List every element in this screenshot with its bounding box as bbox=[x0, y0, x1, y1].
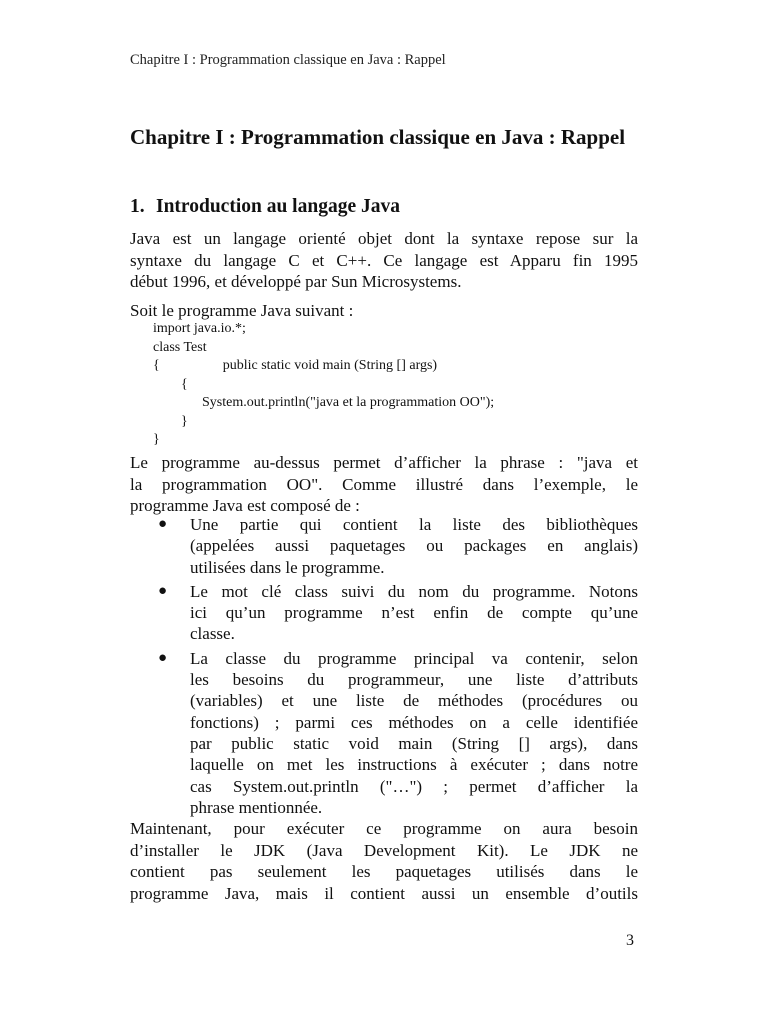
list-item bbox=[130, 514, 638, 578]
bullet-icon: ● bbox=[158, 582, 168, 599]
section-number: 1. bbox=[130, 196, 145, 217]
code-line: import java.io.*; bbox=[153, 321, 246, 336]
text-line: syntaxe du langage C et C++. Ce langage est Apparu fin 1995 bbox=[130, 250, 638, 270]
code-line: } bbox=[153, 432, 160, 447]
code-listing bbox=[153, 320, 494, 450]
text-line: Une partie qui contient la liste des bibliothèques bbox=[190, 515, 638, 534]
code-line: { public static void main (String [] args) bbox=[153, 358, 438, 373]
code-line: { bbox=[153, 376, 188, 392]
text-line: programme Java, mais il contient aussi un ensemble d’outils bbox=[130, 883, 638, 903]
text-line: d’installer le JDK (Java Development Kit). Le JDK ne bbox=[130, 840, 638, 860]
text-line: par public static void main (String [] args), dans bbox=[190, 733, 638, 753]
text-line: la programmation OO". Comme illustré dans l’exemple, le bbox=[130, 474, 638, 494]
text-line: Le programme au-dessus permet d’afficher la phrase : "java et bbox=[130, 453, 638, 472]
after-code-paragraph bbox=[130, 452, 638, 517]
bullet-icon: ● bbox=[158, 649, 168, 666]
text-line: Java est un langage orienté objet dont la syntaxe repose sur la bbox=[130, 229, 638, 248]
text-line: fonctions) ; parmi ces méthodes on a celle identifiée bbox=[190, 712, 638, 732]
text-line: phrase mentionnée. bbox=[190, 797, 323, 817]
text-line: les besoins du programmeur, une liste d’attributs bbox=[190, 670, 638, 690]
text-line: ici qu’un programme n’est enfin de compte qu’une bbox=[190, 603, 638, 623]
list-item bbox=[130, 648, 638, 818]
text-line: classe. bbox=[190, 624, 235, 644]
running-header: Chapitre I : Programmation classique en Java : Rappel bbox=[130, 52, 446, 68]
text-line: contient pas seulement les paquetages utilisés dans le bbox=[130, 862, 638, 881]
text-line: (appelées aussi paquetages ou packages en anglais) bbox=[190, 536, 638, 556]
text-line: utilisées dans le programme. bbox=[190, 557, 385, 577]
program-intro bbox=[130, 300, 638, 322]
intro-paragraph bbox=[130, 228, 638, 293]
bullet-icon: ● bbox=[158, 516, 168, 532]
text-line: La classe du programme principal va contenir, selon bbox=[190, 648, 638, 668]
section-heading bbox=[130, 196, 400, 218]
closing-paragraph bbox=[130, 818, 638, 904]
code-line: System.out.println("java et la programmation OO"); bbox=[153, 395, 495, 410]
code-line: class Test bbox=[153, 339, 207, 355]
text-line: début 1996, et développé par Sun Microsystems. bbox=[130, 272, 462, 291]
text-line: Le mot clé class suivi du nom du programme. Notons bbox=[190, 581, 638, 601]
bullet-list bbox=[130, 514, 638, 818]
text-line: laquelle on met les instructions à exécuter ; dans notre bbox=[190, 755, 638, 775]
chapter-title: Chapitre I : Programmation classique en Java : Rappel bbox=[130, 125, 626, 149]
text-line: programme Java est composé de : bbox=[130, 496, 360, 515]
code-line: } bbox=[153, 413, 188, 429]
list-item bbox=[130, 581, 638, 645]
section-title: Introduction au langage Java bbox=[156, 196, 400, 217]
text-line: Maintenant, pour exécuter ce programme on aura besoin bbox=[130, 819, 638, 838]
page-number: 3 bbox=[626, 932, 634, 949]
text-line: Soit le programme Java suivant : bbox=[130, 301, 354, 320]
text-line: cas System.out.println ("…") ; permet d’afficher la bbox=[190, 776, 638, 796]
text-line: (variables) et une liste de méthodes (procédures ou bbox=[190, 691, 638, 711]
